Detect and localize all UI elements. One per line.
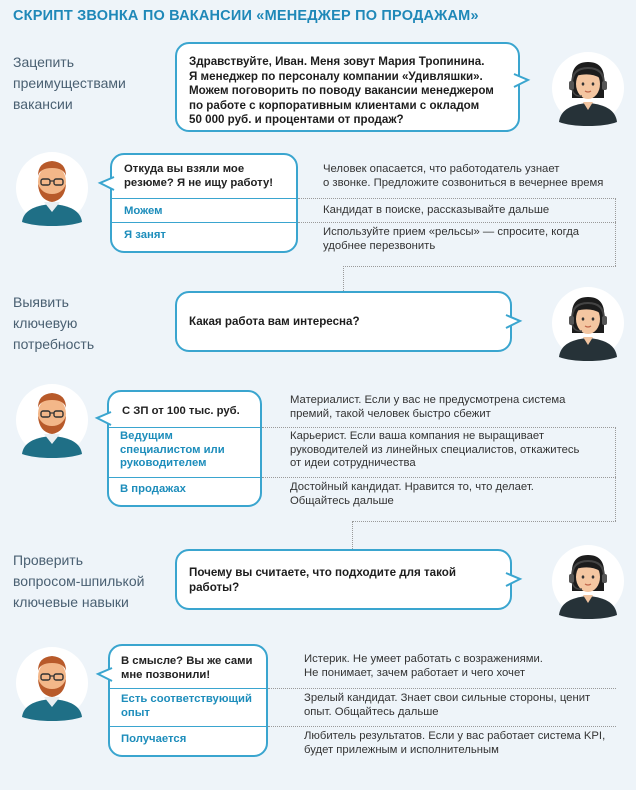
divider-line bbox=[262, 427, 616, 428]
recruiter-avatar bbox=[550, 543, 626, 619]
candidate-option-salary: С ЗП от 100 тыс. руб. bbox=[122, 405, 240, 417]
response-hysteric: Истерик. Не умеет работать с возражениями. Не понимает, зачем работает и чего хочет bbox=[304, 653, 543, 679]
candidate-option-lead: Ведущим специалистом или руководителем bbox=[120, 430, 225, 469]
candidate-option-busy: Я занят bbox=[124, 229, 166, 241]
option-separator bbox=[110, 688, 266, 689]
response-objection: Человек опасается, что работодатель узнает о звонке. Предложите созвониться в вечернее время bbox=[323, 163, 604, 189]
option-separator bbox=[110, 726, 266, 727]
connector-line bbox=[615, 198, 616, 266]
recruiter-avatar bbox=[550, 50, 626, 126]
divider-line bbox=[268, 688, 616, 689]
connector-line bbox=[343, 266, 344, 291]
bubble-tail bbox=[506, 573, 522, 587]
candidate-option-sales: В продажах bbox=[120, 483, 186, 495]
recruiter-bubble-need: Какая работа вам интересна? bbox=[175, 291, 512, 352]
candidate-option-objection: Откуда вы взяли мое резюме? Я не ищу работу! bbox=[124, 163, 274, 189]
candidate-option-confused: В смысле? Вы же сами мне позвонили! bbox=[121, 655, 253, 681]
response-busy: Используйте прием «рельсы» — спросите, когда удобнее перезвонить bbox=[323, 226, 580, 252]
divider-line bbox=[298, 222, 616, 223]
bubble-tail bbox=[514, 74, 530, 88]
recruiter-bubble-skills: Почему вы считаете, что подходите для такой работы? bbox=[175, 549, 512, 610]
response-worthy: Достойный кандидат. Нравится то, что делает. Общайтесь дальше bbox=[290, 481, 534, 507]
candidate-option-can: Можем bbox=[124, 205, 163, 217]
candidate-avatar bbox=[14, 645, 90, 721]
bubble-tail bbox=[96, 412, 112, 426]
connector-line bbox=[352, 521, 616, 522]
response-results: Любитель результатов. Если у вас работает система KPI, будет прилежным и исполнительным bbox=[304, 730, 606, 756]
option-separator bbox=[112, 198, 296, 199]
response-careerist: Карьерист. Если ваша компания не выращивает руководителей из линейных специалистов, откажитесь от идеи сотрудничества bbox=[290, 430, 580, 469]
goal-need-label: Выявить ключевую потребность bbox=[13, 294, 95, 352]
divider-line bbox=[262, 477, 616, 478]
candidate-avatar bbox=[14, 150, 90, 226]
divider-line bbox=[268, 726, 616, 727]
connector-line bbox=[615, 427, 616, 521]
page-title: СКРИПТ ЗВОНКА ПО ВАКАНСИИ «МЕНЕДЖЕР ПО ПРОДАЖАМ» bbox=[13, 8, 479, 24]
connector-line bbox=[352, 521, 353, 549]
goal-skills-label: Проверить вопросом-шпилькой ключевые навыки bbox=[13, 552, 145, 610]
candidate-avatar bbox=[14, 382, 90, 458]
bubble-tail bbox=[97, 668, 113, 682]
connector-line bbox=[343, 266, 616, 267]
recruiter-bubble-greeting: Здравствуйте, Иван. Меня зовут Мария Тропинина. Я менеджер по персоналу компании «Удивляшки». Можем поговорить по поводу вакансии менеджером по работе с корпоративным клиентами с окладом 50 000 руб. и процентами от продаж? bbox=[175, 42, 520, 132]
response-can: Кандидат в поиске, рассказывайте дальше bbox=[323, 204, 550, 216]
response-materialist: Материалист. Если у вас не предусмотрена система премий, такой человек быстро сбежит bbox=[290, 394, 566, 420]
option-separator bbox=[112, 222, 296, 223]
option-separator bbox=[109, 477, 260, 478]
divider-line bbox=[298, 198, 616, 199]
recruiter-avatar bbox=[550, 285, 626, 361]
bubble-tail bbox=[99, 177, 115, 191]
bubble-tail bbox=[506, 315, 522, 329]
candidate-option-experience: Есть соответствующий опыт bbox=[121, 693, 252, 719]
candidate-option-results: Получается bbox=[121, 733, 187, 745]
goal-hook-label: Зацепить преимуществами вакансии bbox=[13, 54, 126, 112]
response-mature: Зрелый кандидат. Знает свои сильные стороны, ценит опыт. Общайтесь дальше bbox=[304, 692, 591, 718]
option-separator bbox=[109, 427, 260, 428]
